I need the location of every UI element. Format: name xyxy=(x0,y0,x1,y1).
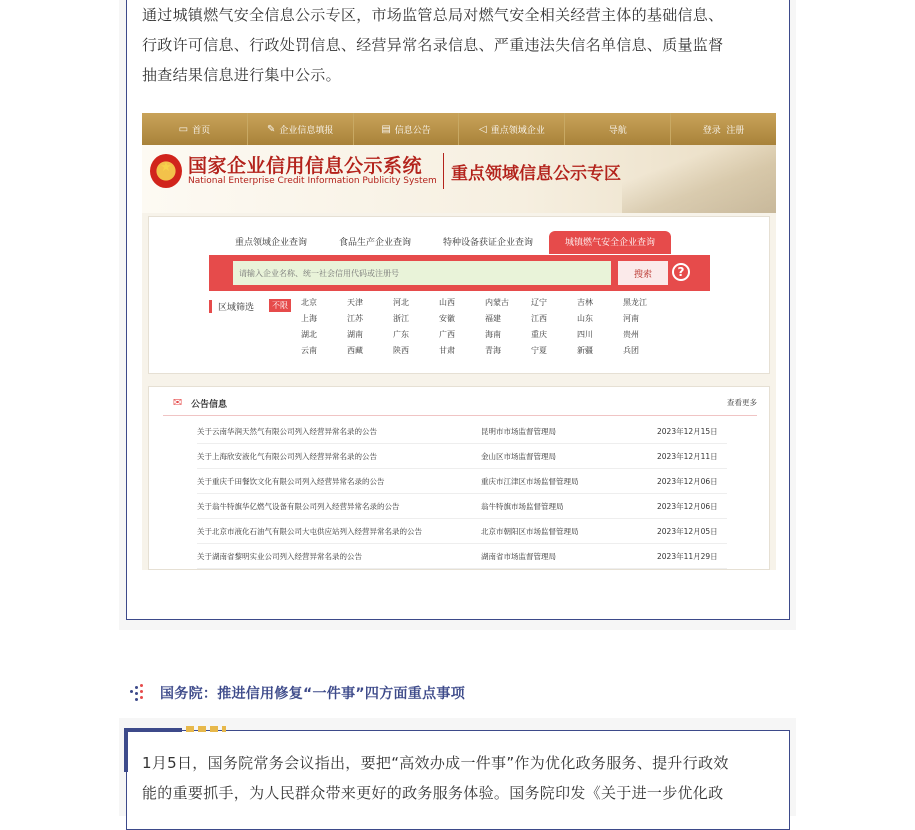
region-option[interactable]: 贵州 xyxy=(623,330,639,339)
nav-item-guide[interactable] xyxy=(565,113,671,145)
region-option[interactable]: 广东 xyxy=(393,330,409,339)
document-icon: ▤ xyxy=(381,123,391,135)
card-gold-decoration xyxy=(186,726,226,732)
announcement-row[interactable] xyxy=(197,444,727,469)
region-option[interactable]: 安徽 xyxy=(439,314,455,323)
announcement-title-cell: 关于湖南省黎明实业公司列入经营异常名录的公告 xyxy=(197,551,362,561)
announcement-title-cell: 关于重庆千田餐饮文化有限公司列入经营异常名录的公告 xyxy=(197,476,385,486)
query-panel xyxy=(148,216,770,374)
region-option[interactable]: 青海 xyxy=(485,346,501,355)
announcement-list xyxy=(197,419,727,569)
announcement-title-cell: 关于上海欣安液化气有限公司列入经营异常名录的公告 xyxy=(197,451,377,461)
region-option[interactable]: 天津 xyxy=(347,298,363,307)
announcement-org-cell: 重庆市江津区市场监督管理局 xyxy=(481,476,579,486)
region-option[interactable]: 北京 xyxy=(301,298,317,307)
monitor-icon: ▭ xyxy=(178,123,189,135)
nav-label: 企业信息填报 xyxy=(279,125,334,136)
announcement-date-cell: 2023年12月06日 xyxy=(657,476,718,486)
announcement-row[interactable] xyxy=(197,519,727,544)
dots-icon xyxy=(130,684,146,702)
view-more-link[interactable]: 查看更多 xyxy=(727,398,757,407)
nav-label: 导航 xyxy=(608,125,627,136)
nav-label: 重点领域企业 xyxy=(490,125,545,136)
region-option[interactable]: 江西 xyxy=(531,314,547,323)
region-option[interactable]: 西藏 xyxy=(347,346,363,355)
section-heading: 国务院：推进信用修复“一件事”四方面重点事项 xyxy=(160,686,466,702)
region-grid xyxy=(301,297,669,356)
announcement-org-cell: 翁牛特旗市场监督管理局 xyxy=(481,501,564,511)
announcement-org-cell: 昆明市市场监督管理局 xyxy=(481,426,556,436)
region-option[interactable]: 内蒙古 xyxy=(485,298,509,307)
announcement-row[interactable] xyxy=(197,544,727,569)
announcement-date-cell: 2023年12月06日 xyxy=(657,501,718,511)
paragraph-line: 抽查结果信息进行集中公示。 xyxy=(142,66,341,84)
nav-label: 信息公告 xyxy=(394,125,431,136)
tab-food-production[interactable]: 食品生产企业查询 xyxy=(339,238,412,248)
region-option[interactable]: 兵团 xyxy=(623,346,639,355)
search-button[interactable]: 搜索 xyxy=(618,261,668,285)
region-all-tag[interactable]: 不限 xyxy=(269,299,291,312)
announcement-row[interactable] xyxy=(197,494,727,519)
announcement-date-cell: 2023年12月05日 xyxy=(657,526,718,536)
announcement-row[interactable] xyxy=(197,469,727,494)
region-option[interactable]: 福建 xyxy=(485,314,501,323)
zone-title: 重点领域信息公示专区 xyxy=(451,164,621,184)
announcement-divider xyxy=(163,415,757,416)
region-option[interactable]: 湖北 xyxy=(301,330,317,339)
announcement-row[interactable] xyxy=(197,419,727,444)
article-paragraph-2 xyxy=(142,748,782,808)
region-option[interactable]: 广西 xyxy=(439,330,455,339)
nav-label: 首页 xyxy=(192,125,211,136)
announcement-panel xyxy=(148,386,770,570)
announcement-icon: ✉ xyxy=(173,396,183,409)
query-tabs xyxy=(219,231,671,254)
card-side-accent xyxy=(124,728,128,772)
national-emblem-icon: ★ xyxy=(150,154,182,188)
region-filter-label: 区域筛选 xyxy=(209,300,254,313)
region-option[interactable]: 河北 xyxy=(393,298,409,307)
nav-item-home[interactable] xyxy=(142,113,248,145)
announcement-org-cell: 湖南省市场监督管理局 xyxy=(481,551,556,561)
region-option[interactable]: 四川 xyxy=(577,330,593,339)
site-title: 国家企业信用信息公示系统 xyxy=(188,155,423,177)
tab-special-equipment[interactable]: 特种设备获证企业查询 xyxy=(443,238,534,248)
region-option[interactable]: 新疆 xyxy=(577,346,593,355)
edit-icon: ✎ xyxy=(267,123,276,135)
region-option[interactable]: 吉林 xyxy=(577,298,593,307)
nav-item-login-register[interactable] xyxy=(671,113,776,145)
paragraph-line: 行政许可信息、行政处罚信息、经营异常名录信息、严重违法失信名单信息、质量监督 xyxy=(142,36,724,54)
announcement-date-cell: 2023年12月11日 xyxy=(657,451,718,461)
region-option[interactable]: 黑龙江 xyxy=(623,298,647,307)
nav-item-report[interactable] xyxy=(248,113,354,145)
help-icon[interactable]: ? xyxy=(672,263,690,281)
region-option[interactable]: 宁夏 xyxy=(531,346,547,355)
tab-key-enterprises[interactable]: 重点领域企业查询 xyxy=(235,238,308,248)
region-option[interactable]: 重庆 xyxy=(531,330,547,339)
announcement-title: 公告信息 xyxy=(191,400,228,410)
announcement-title-cell: 关于翁牛特旗华亿燃气设备有限公司列入经营异常名录的公告 xyxy=(197,501,400,511)
article-paragraph-1 xyxy=(142,0,782,90)
paragraph-line: 能的重要抓手，为人民群众带来更好的政务服务体验。国务院印发《关于进一步优化政 xyxy=(142,784,724,802)
announcement-org-cell: 金山区市场监督管理局 xyxy=(481,451,556,461)
site-nav-bar xyxy=(142,113,776,145)
announcement-date-cell: 2023年12月15日 xyxy=(657,426,718,436)
card-corner-accent xyxy=(124,728,182,732)
nav-label: 登录 注册 xyxy=(702,125,745,136)
region-option[interactable]: 山西 xyxy=(439,298,455,307)
nav-item-key-enterprises[interactable] xyxy=(459,113,565,145)
announcement-org-cell: 北京市朝阳区市场监督管理局 xyxy=(481,526,579,536)
announcement-date-cell: 2023年11月29日 xyxy=(657,551,718,561)
search-bar xyxy=(209,255,710,291)
region-option[interactable]: 海南 xyxy=(485,330,501,339)
region-option[interactable]: 江苏 xyxy=(347,314,363,323)
region-option[interactable]: 山东 xyxy=(577,314,593,323)
speaker-icon: ◁ xyxy=(479,123,487,135)
region-option[interactable]: 云南 xyxy=(301,346,317,355)
mountain-decoration xyxy=(622,145,776,213)
region-option[interactable]: 河南 xyxy=(623,314,639,323)
region-option[interactable]: 辽宁 xyxy=(531,298,547,307)
nav-item-notice[interactable] xyxy=(354,113,460,145)
tab-gas-safety[interactable]: 城镇燃气安全企业查询 xyxy=(549,231,671,254)
announcement-title-cell: 关于北京市液化石油气有限公司大屯供应站列入经营异常名录的公告 xyxy=(197,526,422,536)
embedded-website-screenshot xyxy=(142,113,776,570)
site-title-english: National Enterprise Credit Information Publicity System xyxy=(188,176,437,186)
region-option[interactable]: 甘肃 xyxy=(439,346,455,355)
announcement-title-cell: 关于云南华润天然气有限公司列入经营异常名录的公告 xyxy=(197,426,377,436)
title-divider xyxy=(443,153,444,189)
region-option[interactable]: 上海 xyxy=(301,314,317,323)
region-option[interactable]: 陕西 xyxy=(393,346,409,355)
paragraph-line: 1月5日，国务院常务会议指出，要把“高效办成一件事”作为优化政务服务、提升行政效 xyxy=(142,754,729,772)
region-option[interactable]: 湖南 xyxy=(347,330,363,339)
site-banner xyxy=(142,145,776,213)
paragraph-line: 通过城镇燃气安全信息公示专区，市场监管总局对燃气安全相关经营主体的基础信息、 xyxy=(142,6,724,24)
region-option[interactable]: 浙江 xyxy=(393,314,409,323)
search-input[interactable] xyxy=(233,261,611,285)
